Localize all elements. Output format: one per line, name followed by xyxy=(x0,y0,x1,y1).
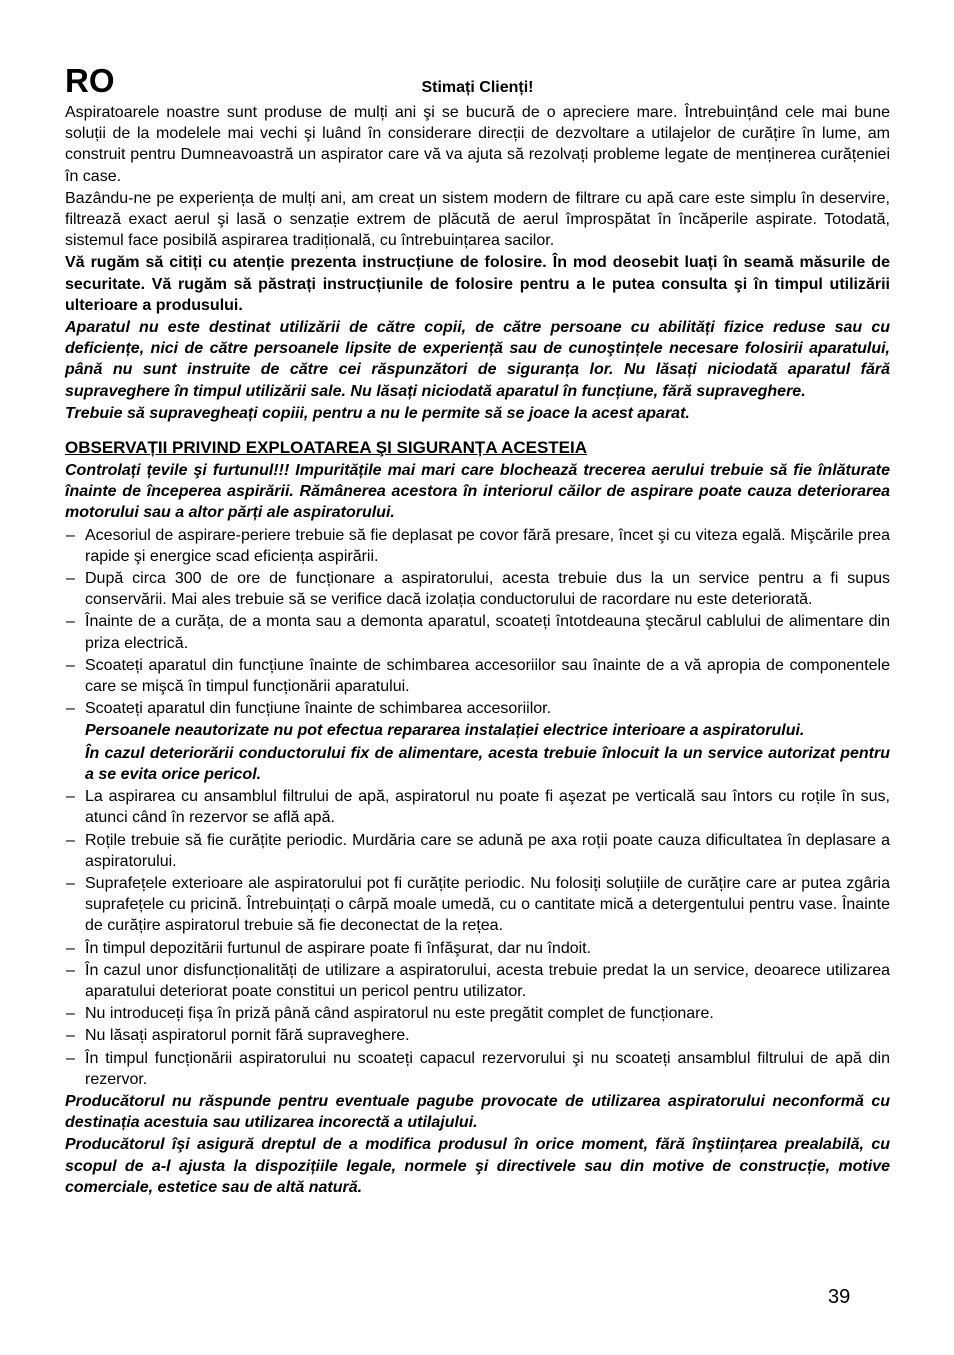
list-dash: – xyxy=(66,656,75,674)
page-content xyxy=(65,62,890,1199)
safety-item-text: Înainte de a curăța, de a monta sau a demonta aparatul, scoateți întotdeauna ştecărul cablului de alimentare din priza electrică. xyxy=(85,613,890,652)
safety-item-text: Scoateți aparatul din funcțiune înainte de schimbarea accesoriilor. xyxy=(85,700,552,718)
safety-item xyxy=(65,1048,890,1090)
safety-item-text: În timpul depozitării furtunul de aspirare poate fi înfăşurat, dar nu îndoit. xyxy=(85,939,592,957)
list-dash: – xyxy=(66,526,75,544)
list-dash: – xyxy=(66,939,75,957)
safety-item-text: La aspirarea cu ansamblul filtrului de apă, aspiratorul nu poate fi aşezat pe verticală sau întors cu roțile în sus, atunci când în rezervor se află apă. xyxy=(85,788,890,827)
safety-item-text: Acesoriul de aspirare-periere trebuie să fie deplasat pe covor fără presare, încet şi cu viteza egală. Mişcările prea rapide şi energice scad eficiența aspirării. xyxy=(85,526,890,565)
pipes-warning: Controlați țevile şi furtunul!!! Impuritățile mai mari care blochează trecerea aerului trebuie să fie înlăturate înainte de începerea aspirării. Rămânerea acestora în interiorul căilor de aspirare poate cauza deteriorarea motorului sau a altor părți ale aspiratorului. xyxy=(65,462,890,522)
list-dash: – xyxy=(66,874,75,892)
list-dash: – xyxy=(66,1027,75,1045)
safety-item-text: Roțile trebuie să fie curățite periodic. Murdăria care se adună pe axa roții poate cauza dificultatea în deplasare a aspiratorului. xyxy=(85,831,890,870)
safety-list xyxy=(65,525,890,1090)
safety-item xyxy=(65,655,890,697)
sub-note: În cazul deteriorării conductorului fix de alimentare, acesta trebuie înlocuit la un service autorizat pentru a se evita orice pericol. xyxy=(85,744,890,783)
list-dash: – xyxy=(66,961,75,979)
safety-item xyxy=(65,1025,890,1046)
safety-item-text: Nu lăsați aspiratorul pornit fără supraveghere. xyxy=(85,1027,410,1045)
safety-item xyxy=(65,830,890,872)
safety-item xyxy=(65,938,890,959)
list-dash: – xyxy=(66,1049,75,1067)
page-header xyxy=(65,62,890,102)
safety-item xyxy=(65,525,890,567)
safety-item-text: În timpul funcționării aspiratorului nu scoateți capacul rezervorului şi nu scoateți ansamblul filtrului de apă din rezervor. xyxy=(85,1049,890,1088)
page-number: 39 xyxy=(828,1286,851,1308)
list-dash: – xyxy=(66,570,75,588)
safety-item xyxy=(65,568,890,610)
safety-item xyxy=(65,1003,890,1024)
safety-item-text: Scoateți aparatul din funcțiune înainte de schimbarea accesoriilor sau înainte de a vă apropia de componentele care se mişcă în timpul funcționării aparatului. xyxy=(85,656,890,696)
list-dash: – xyxy=(66,788,75,806)
safety-item-text: Nu introduceți fişa în priză până când aspiratorul nu este pregătit complet de funcționare. xyxy=(85,1005,714,1023)
safety-item-text: În cazul unor disfuncționalități de utilizare a aspiratorului, acesta trebuie predat la un service, deoarece utilizarea aparatului deteriorat poate constitui un pericol pentru utilizator. xyxy=(85,961,890,1000)
list-dash: – xyxy=(66,613,75,631)
sub-note: Persoanele neautorizate nu pot efectua repararea instalației electrice interioare a aspiratorului. xyxy=(85,722,805,740)
supervise-children-note: Trebuie să supravegheați copiii, pentru a nu le permite să se joace la acest aparat. xyxy=(65,404,690,422)
list-dash: – xyxy=(66,1005,75,1023)
safety-item xyxy=(65,698,890,719)
safety-item xyxy=(65,786,890,828)
children-warning: Aparatul nu este destinat utilizării de către copii, de către persoane cu abilități fizice reduse sau cu deficiențe, nici de către persoanele lipsite de experiență sau de cunoştințele necesare folosirii aparatului, până nu sunt instruite de către cei răspunzători de siguranța lor. Nu lăsați niciodată aparatul fără supraveghere în timpul utilizării sale. Nu lăsați niciodată aparatul în funcțiune, fără supraveghere. xyxy=(65,319,890,400)
safety-item-text: După circa 300 de ore de funcționare a aspiratorului, acesta trebuie dus la un service pentru a fi supus conservării. Mai ales trebuie să se verifice dacă izolația conductorului de racordare nu este deteriorată. xyxy=(85,570,890,609)
intro-paragraph: Bazându-ne pe experiența de mulți ani, am creat un sistem modern de filtrare cu apă care este simplu în deservire, filtrează exact aerul şi lasă o senzație extrem de plăcută de aerul împrospătat în încăperile aspirate. Totodată, sistemul face posibilă aspirarea tradițională, cu întrebuințarea sacilor. xyxy=(65,189,890,250)
disclaimer: Producătorul îşi asigură dreptul de a modifica produsul în orice moment, fără înştiințarea prealabilă, cu scopul de a-l ajusta la dispozițiile legale, normele şi directivele sau din motive de construcție, motive comerciale, estetice sau de altă natură. xyxy=(65,1136,890,1196)
safety-item xyxy=(65,611,890,653)
intro-paragraph: Aspiratoarele noastre sunt produse de mulți ani şi se bucură de o apreciere mare. Întrebuințând cele mai bune soluții de la modelele mai vechi şi luând în considerare direcții de dezvoltare a utilajelor de curățire în lume, am construit pentru Dumneavoastră un aspirator care vă va ajuta să rezolvați probleme legate de menținerea curățeniei în case. xyxy=(65,104,890,185)
safety-item-text: Suprafețele exterioare ale aspiratorului pot fi curățite periodic. Nu folosiți soluțiile de curățire care ar putea zgâria suprafețele cu pricină. Întrebuințați o cârpă moale umedă, cu o cantitate mică a detergentului pentru vase. Înainte de curățire aspiratorul trebuie să fie deconectat de la rețea. xyxy=(85,874,890,935)
safety-item xyxy=(65,960,890,1002)
disclaimer: Producătorul nu răspunde pentru eventuale pagube provocate de utilizarea aspiratorului neconformă cu destinația acestuia sau utilizarea incorectă a utilajului. xyxy=(65,1092,890,1132)
safety-item xyxy=(65,873,890,937)
language-code: RO xyxy=(65,62,115,99)
list-dash: – xyxy=(66,700,75,718)
section-heading: OBSERVAȚII PRIVIND EXPLOATAREA ŞI SIGURANȚA ACESTEIA xyxy=(65,438,588,458)
list-dash: – xyxy=(66,831,75,849)
page-title: Stimați Clienți! xyxy=(421,79,534,96)
instructions-notice: Vă rugăm să citiți cu atenție prezenta instrucțiune de folosire. În mod deosebit luați în seamă măsurile de securitate. Vă rugăm să păstrați instrucțiunile de folosire pentru a le putea consulta şi în timpul utilizării ulterioare a produsului. xyxy=(65,254,890,314)
